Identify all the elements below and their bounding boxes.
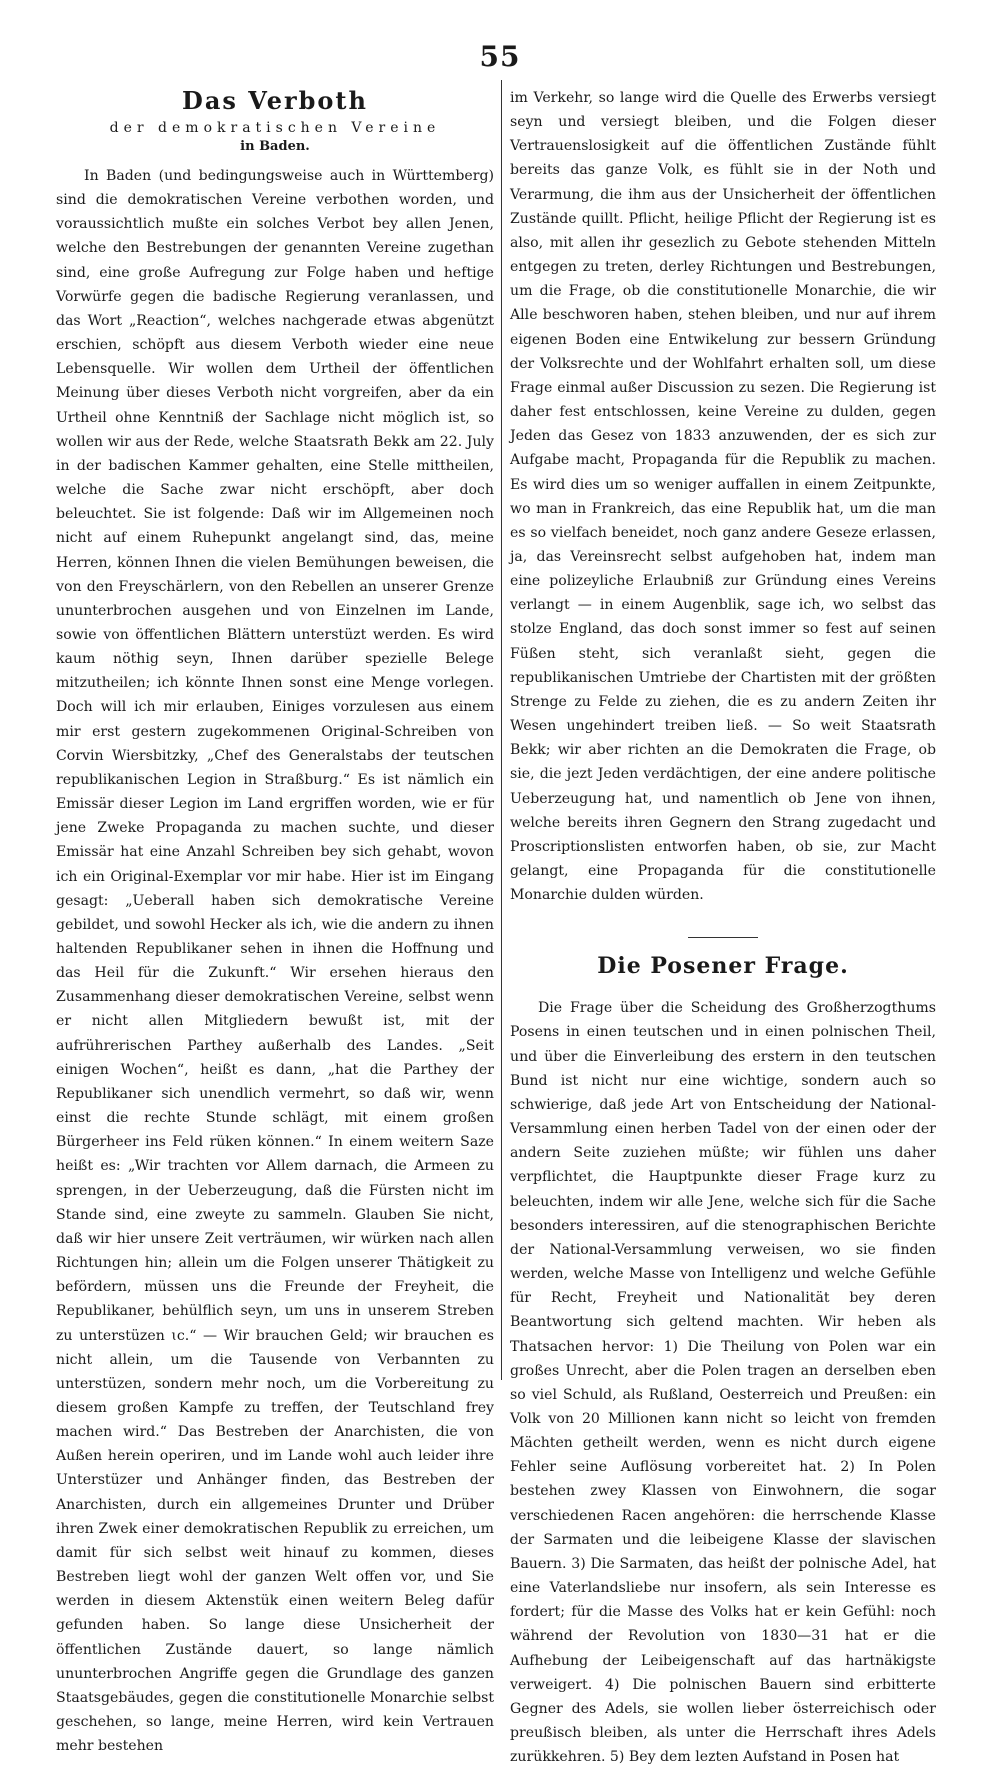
article2-body: Die Frage über die Scheidung des Großherzogthums Posens in einen teutschen und in einen polnischen Theil, und über die Einverleibung des erstern in den teutschen Bund ist nicht nur eine wichtige, sondern auch so schwierige, daß jede Art von Entscheidung der National-Versammlung einen herben Tadel von der einen oder der andern Seite zuziehen müßte; wir fühlen uns daher verpflichtet, die Hauptpunkte dieser Frage kurz zu beleuchten, indem wir alle Jene, welche sich für die Sache besonders interessiren, auf die stenographischen Berichte der National-Versammlung verweisen, wo sie finden werden, welche Masse von Intelligenz und welche Gefühle für Recht, Freyheit und Nationalität bey deren Beantwortung sich geltend machten. Wir heben als Thatsachen hervor: 1) Die Theilung von Polen war ein großes Unrecht, aber die Polen tragen an derselben eben so viel Schuld, als Rußland, Oesterreich und Preußen: ein Volk von 20 Millionen kann nicht so leicht von fremden Mächten getheilt werden, wenn es nicht durch eigene Fehler seine Auflösung vorbereitet hat. 2) In Polen bestehen zwey Klassen von Einwohnern, die sogar verschiedenen Racen angehören: die herrschende Klasse der Sarmaten und die leibeigene Klasse der slavischen Bauern. 3) Die Sarmaten, das heißt der polnische Adel, hat eine Vaterlandsliebe nur insofern, als sein Interesse es fordert; für die Masse des Volks hat er kein Gefühl: noch während der Revolution von 1830—31 hat er die Aufhebung der Leibeigenschaft auf das hartnäkigste verweigert. 4) Die polnischen Bauern sind erbitterte Gegner des Adels, sie wollen lieber österreichisch oder preußisch bleiben, als unter die Herrschaft ihres Adels zurükkehren. 5) Bey dem lezten Aufstand in Posen hat [510, 1000, 936, 1766]
right-column [510, 86, 936, 1766]
article2-title: Die Posener Frage. [597, 953, 849, 980]
article-body-right: im Verkehr, so lange wird die Quelle des Erwerbs versiegt seyn und versiegt bleiben, und die Folgen dieser Vertrauenslosigkeit auf die öffentlichen Zustände fühlt bereits das ganze Volk, es fühlt sie in der Noth und Verarmung, die ihm aus der Unsicherheit der öffentlichen Zustände quillt. Pflicht, heilige Pflicht der Regierung ist es also, mit allen ihr gesezlich zu Gebote stehenden Mitteln entgegen zu treten, derley Richtungen und Bestrebungen, um die Frage, ob die constitutionelle Monarchie, die wir Alle beschworen haben, stehen bleiben, und nur auf ihrem eigenen Boden eine Entwikelung zur bessern Gründung der Volksrechte und der Wohlfahrt erhalten soll, um diese Frage einmal außer Discussion zu sezen. Die Regierung ist daher fest entschlossen, keine Vereine zu dulden, gegen Jeden das Gesez von 1833 anzuwenden, der es sich zur Aufgabe macht, Propaganda für die Republik zu machen. Es wird dies um so weniger auffallen in einem Zeitpunkte, wo man in Frankreich, das eine Republik hat, um die man es so vielfach beneidet, noch ganz andere Geseze erlassen, ja, das Vereinsrecht selbst aufgehoben hat, indem man eine polizeyliche Erlaubniß zur Gründung eines Vereins verlangt — in einem Augenblik, sage ich, wo selbst das stolze England, das doch sonst immer so fest auf seinen Füßen steht, sich veranlaßt sieht, gegen die republikanischen Umtriebe der Chartisten mit der größten Strenge zu Felde zu ziehen, die es zu andern Zeiten ihr Wesen ungehindert treiben ließ. — So weit Staatsrath Bekk; wir aber richten an die Demokraten die Frage, ob sie, die jezt Jeden verdächtigen, der eine andere politische Ueberzeugung hat, und namentlich ob Jene von ihnen, welche bereits ihren Gegnern den Strang zugedacht und Proscriptionslisten entworfen haben, ob sie, zur Macht gelangt, eine Propaganda für die constitutionelle Monarchie dulden würden. [510, 90, 936, 904]
article-subtitle: der demokratischen Vereine [109, 120, 441, 136]
article-location: in Baden. [240, 139, 310, 154]
page-number: 55 [479, 40, 521, 73]
article-body-left: In Baden (und bedingungsweise auch in Württemberg) sind die demokratischen Vereine verbothen worden, und voraussichtlich mußte ein solches Verbot bey allen Jenen, welche den Bestrebungen der genannten Vereine zugethan sind, eine große Aufregung zur Folge haben und heftige Vorwürfe gegen die badische Regierung veranlassen, und das Wort „Reaction“, welches nachgerade etwas abgenützt erschien, schöpft aus diesem Verboth wieder eine neue Lebensquelle. Wir wollen dem Urtheil der öffentlichen Meinung über dieses Verboth nicht vorgreifen, aber da ein Urtheil ohne Kenntniß der Sachlage nicht möglich ist, so wollen wir aus der Rede, welche Staatsrath Bekk am 22. July in der badischen Kammer gehalten, eine Stelle mittheilen, welche die Sache zwar nicht erschöpft, aber doch beleuchtet. Sie ist folgende: Daß wir im Allgemeinen noch nicht auf einem Ruhepunkt angelangt sind, das, meine Herren, können Ihnen die vielen Bemühungen beweisen, die von den Freyschärlern, von den Rebellen an unserer Grenze ununterbrochen ausgehen und von Einzelnen im Lande, sowie von öffentlichen Blättern unterstüzt werden. Es wird kaum nöthig seyn, Ihnen darüber spezielle Belege mitzutheilen; ich könnte Ihnen sonst eine Menge vorlegen. Doch will ich mir erlauben, Einiges vorzulesen aus einem mir erst gestern zugekommenen Original-Schreiben von Corvin Wiersbitzky, „Chef des Generalstabs der teutschen republikanischen Legion in Straßburg.“ Es ist nämlich ein Emissär dieser Legion im Land ergriffen worden, wie er für jene Zweke Propaganda zu machen suchte, und dieser Emissär hat eine Anzahl Schreiben bey sich gehabt, wovon ich ein Original-Exemplar vor mir habe. Hier ist im Eingang gesagt: „Ueberall haben sich demokratische Vereine gebildet, und sowohl Hecker als ich, wie die andern zu ihnen haltenden Republikaner sehen in ihnen die Hoffnung und das Heil für die Zukunft.“ Wir ersehen hieraus den Zusammenhang dieser demokratischen Vereine, selbst wenn er nicht allen Mitgliedern bewußt ist, mit der aufrührerischen Parthey außerhalb des Landes. „Seit einigen Wochen“, heißt es dann, „hat die Parthey der Republikaner sich unendlich vermehrt, so daß wir, wenn einst die rechte Stunde schlägt, mit einem großen Bürgerheer ins Feld rüken können.“ In einem weitern Saze heißt es: „Wir trachten vor Allem darnach, die Armeen zu sprengen, in der Ueberzeugung, daß die Fürsten nicht im Stande sind, eine zweyte zu sammeln. Glauben Sie nicht, daß wir hier unsere Zeit verträumen, wir würken nach allen Richtungen hin; allein um die Folgen unserer Thätigkeit zu befördern, müssen uns die Freunde der Freyheit, die Republikaner, behülflich seyn, um uns in unserem Streben zu unterstüzen ɩc.“ — Wir brauchen Geld; wir brauchen es nicht allein, um die Tausende von Verbannten zu unterstüzen, sondern mehr noch, um die Vorbereitung zu diesem großen Kampfe zu treffen, der Teutschland frey machen wird.“ Das Bestreben der Anarchisten, die von Außen herein operiren, und im Lande wohl auch leider ihre Unterstüzer und Anhänger finden, das Bestreben der Anarchisten, durch ein allgemeines Drunter und Drüber ihren Zwek einer demokratischen Republik zu erreichen, um damit für sich selbst weit hinauf zu kommen, dieses Bestreben liegt wohl der ganzen Welt offen vor, und Sie werden in diesem Aktenstük einen weitern Beleg dafür gefunden haben. So lange diese Unsicherheit der öffentlichen Zustände dauert, so lange nämlich ununterbrochen Angriffe gegen die Grundlage des ganzen Staatsgebäudes, gegen die constitutionelle Monarchie selbst geschehen, so lange, meine Herren, wird kein Vertrauen mehr bestehen [56, 168, 494, 1755]
left-column [56, 86, 494, 1755]
article-title: Das Verboth [182, 86, 368, 115]
column-divider [501, 80, 502, 1380]
section-separator [688, 937, 758, 938]
